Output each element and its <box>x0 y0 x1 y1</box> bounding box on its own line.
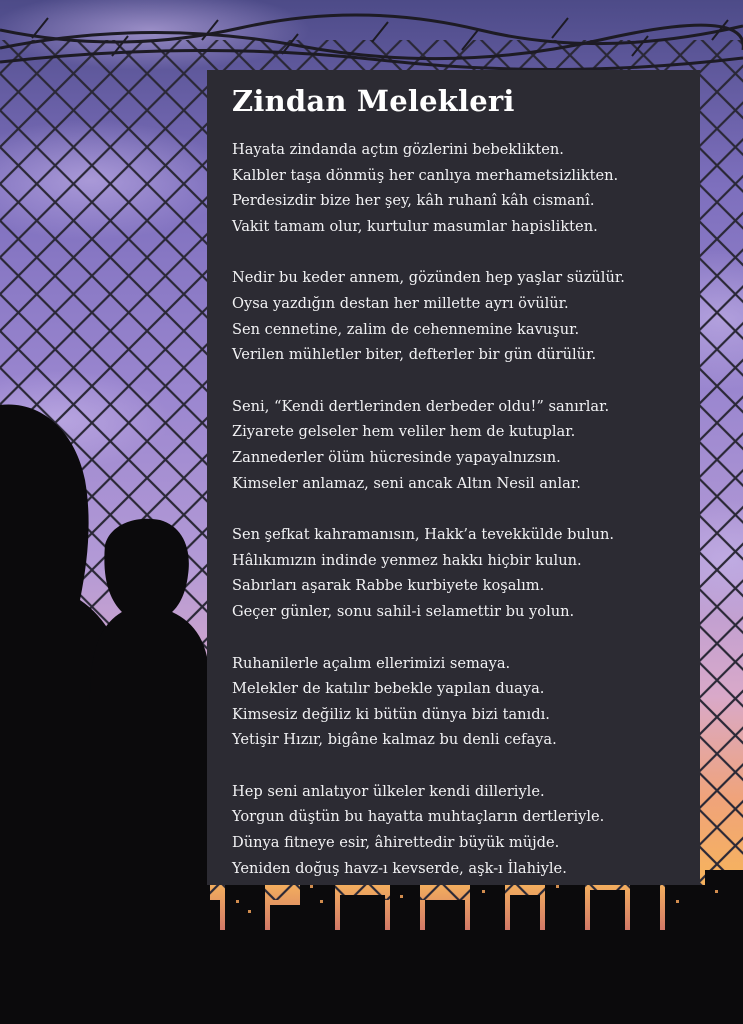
poem-line: Kimsesiz değiliz ki bütün dünya bizi tanıdı. <box>232 705 550 723</box>
poem-line: Nedir bu keder annem, gözünden hep yaşlar süzülür. <box>232 269 625 287</box>
poem-line: Kalbler taşa dönmüş her canlıya merhametsizlikten. <box>232 166 619 184</box>
poem-line: Yetişir Hızır, bigâne kalmaz bu denli cefaya. <box>232 731 557 749</box>
poem-panel <box>207 70 700 885</box>
poem-line: Hayata zindanda açtın gözlerini bebeklikten. <box>232 141 564 158</box>
stanza <box>232 651 680 753</box>
poem-stanzas <box>232 137 680 881</box>
poem-line: Sabırları aşarak Rabbe kurbiyete koşalım. <box>232 577 545 595</box>
poem-line: Yorgun düştün bu hayatta muhtaçların dertleriyle. <box>232 808 605 826</box>
poem-line: Hep seni anlatıyor ülkeler kendi dilleriyle. <box>232 782 545 800</box>
poem-line: Dünya fitneye esir, âhirettedir büyük müjde. <box>232 834 560 852</box>
poem-line: Perdesizdir bize her şey, kâh ruhanî kâh cismanî. <box>232 192 595 210</box>
poem-line: Sen cennetine, zalim de cehennemine kavuşur. <box>232 320 580 338</box>
stanza <box>232 137 680 239</box>
poem-line: Hâlıkımızın indinde yenmez hakkı hiçbir kulun. <box>232 551 582 569</box>
stanza <box>232 779 680 881</box>
poem-line: Ziyarete gelseler hem veliler hem de kutuplar. <box>232 423 576 441</box>
stanza <box>232 522 680 624</box>
poem-line: Verilen mühletler biter, defterler bir gün dürülür. <box>232 346 597 364</box>
poem-line: Kimseler anlamaz, seni ancak Altın Nesil anlar. <box>232 474 581 492</box>
poem-line: Sen şefkat kahramanısın, Hakk’a tevekkülde bulun. <box>232 526 614 544</box>
poem-line: Melekler de katılır bebekle yapılan duaya. <box>232 680 545 698</box>
poem-line: Ruhanilerle açalım ellerimizi semaya. <box>232 654 511 672</box>
poem-line: Yeniden doğuş havz-ı kevserde, aşk-ı İlahiyle. <box>232 859 567 877</box>
poem-line: Geçer günler, sonu sahil-i selamettir bu yolun. <box>232 602 575 620</box>
poem-line: Vakit tamam olur, kurtulur masumlar hapislikten. <box>232 217 598 235</box>
stanza <box>232 265 680 367</box>
poem-line: Oysa yazdığın destan her millette ayrı övülür. <box>232 294 569 312</box>
poem-line: Seni, “Kendi dertlerinden derbeder oldu!” sanırlar. <box>232 397 610 415</box>
stanza <box>232 394 680 496</box>
poem-title: Zindan Melekleri <box>232 84 515 118</box>
poem-line: Zannederler ölüm hücresinde yapayalnızsın. <box>232 448 561 466</box>
